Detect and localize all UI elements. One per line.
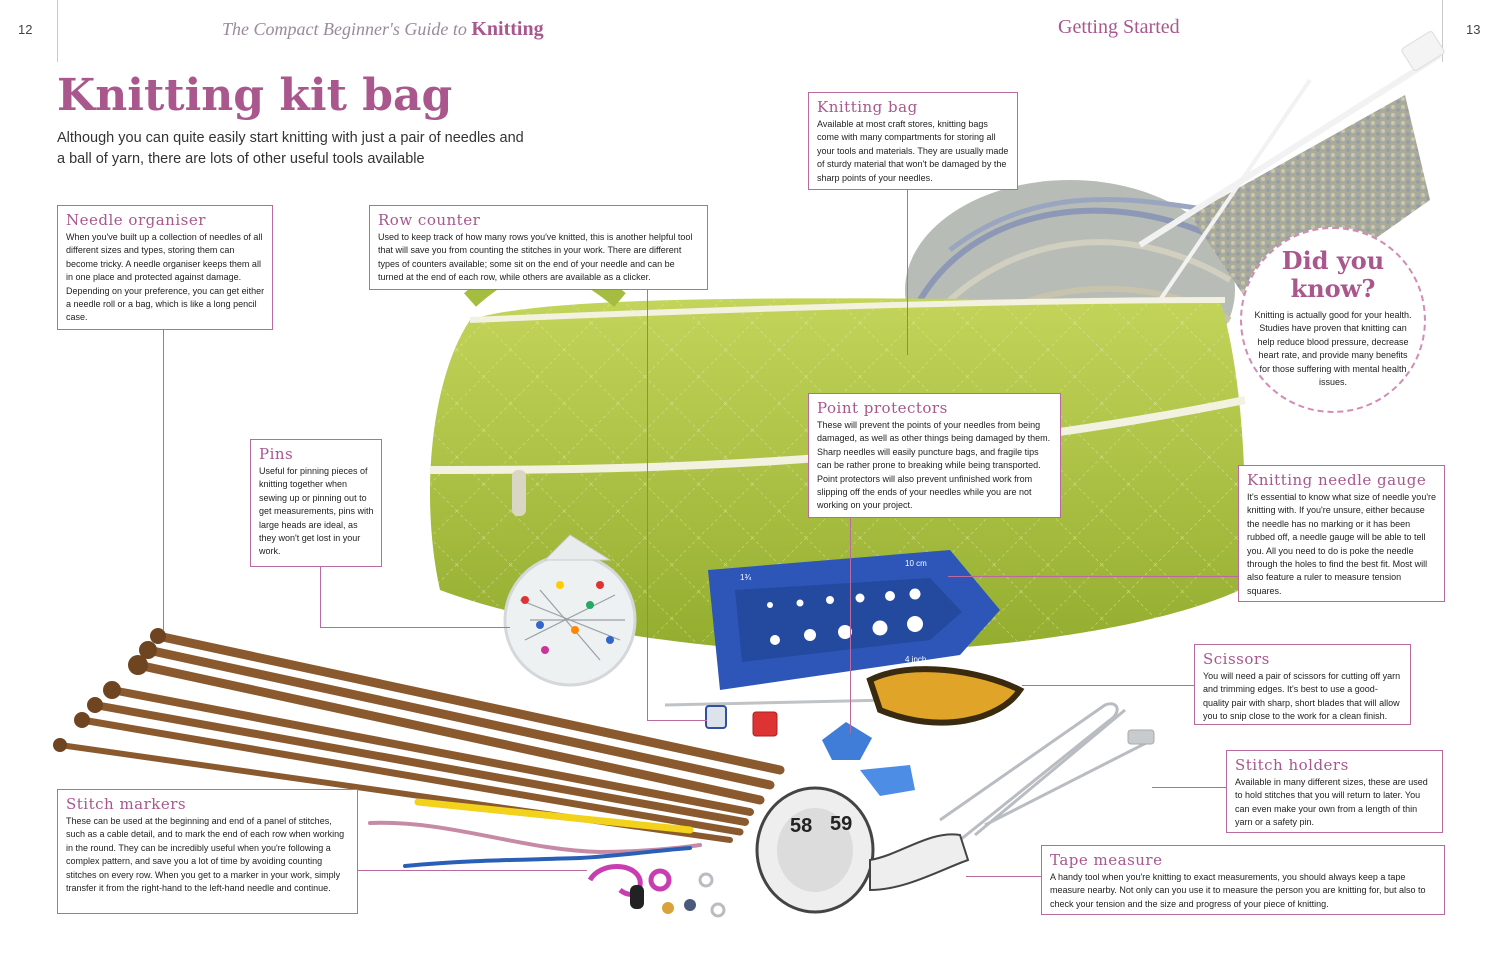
scissors-text: You will need a pair of scissors for cutting off yarn and trimming edges. It's best to use a good-quality pair with sharp, short blades that will allow you to snip close to the work for a clean finish. [1203, 671, 1401, 722]
knitting-bag-title: Knitting bag [817, 98, 918, 116]
connector-needle-organiser [163, 330, 164, 630]
gauge-inch-label: 4 inch [905, 655, 927, 664]
row-counters [706, 706, 777, 736]
pins-title: Pins [259, 445, 294, 463]
needle-gauge-text: It's essential to know what size of needle you're knitting with. If you're unsure, either because the needle has no marking or it has been rubbed off, a needle gauge will be able to tell you. All you need to do is poke the needle through the holes to find the best fit. Most will also feature a ruler to measure tension squares. [1247, 492, 1437, 596]
box-knitting-bag [808, 92, 1018, 190]
connector-knitting-bag [907, 190, 908, 355]
connector-row-counter [647, 290, 648, 720]
page-number-left: 12 [18, 22, 33, 37]
stitch-markers [590, 867, 724, 917]
box-needle-organiser [57, 205, 273, 330]
stitch-holders-title: Stitch holders [1235, 756, 1349, 774]
needle-organiser-text: When you've built up a collection of needles of all different sizes and types, storing them can become tricky. A needle organiser keeps them all in one place and protected against damage. Depending on your preference, you can get either a needle roll or a bag, which is like a long pencil case. [66, 232, 265, 323]
box-tape-measure [1041, 845, 1445, 915]
connector-stitch-markers [357, 870, 587, 871]
gauge-cm-label: 10 cm [905, 559, 927, 568]
scissors-title: Scissors [1203, 650, 1270, 668]
page-number-right: 13 [1466, 22, 1481, 37]
connector-point-protectors [850, 518, 851, 733]
box-row-counter [369, 205, 708, 290]
box-stitch-markers [57, 789, 358, 914]
connector-tape-measure [966, 876, 1041, 877]
page-title: Knitting kit bag [57, 70, 453, 121]
tape-measure-text: A handy tool when you're knitting to exact measurements, you should always keep a tape measure nearby. Not only can you use it to measure the person you are knitting for, but also to check your tension and the size and progress of your piece of knitting. [1050, 872, 1426, 909]
stitch-markers-title: Stitch markers [66, 795, 187, 813]
connector-needle-gauge [948, 576, 1238, 577]
running-header-book: Knitting [471, 18, 544, 40]
stitch-holders [940, 704, 1154, 840]
knitting-bag-text: Available at most craft stores, knitting bags come with many compartments for storing all your tools and materials. They are usually made of sturdy material that won't be damaged by the sharp points of your needles. [817, 119, 1009, 183]
box-scissors [1194, 644, 1411, 725]
did-you-know-text: Knitting is actually good for your health. Studies have proven that knitting can help reduce blood pressure, decrease heart rate, and provide many benefits for those suffering with mental health issues. [1254, 310, 1412, 388]
row-counter-title: Row counter [378, 211, 481, 229]
connector-stitch-holders [1152, 787, 1227, 788]
row-counter-text: Used to keep track of how many rows you've knitted, this is another helpful tool that will save you from counting the stitches in your work. There are different types of counters available; some sit on the end of your needle and can be turned at the end of each row, while others are available as a clicker. [378, 232, 693, 283]
stitch-markers-text: These can be used at the beginning and end of a panel of stitches, such as a cable detail, and to mark the end of each row when working in the round. They can be incredibly useful when you're following a complex pattern, and save you a lot of time by avoiding counting stitches on every row. When you get to a marker in your work, simply transfer it from the right-hand to the left-hand needle and continue. [66, 816, 345, 894]
point-protectors [822, 722, 915, 796]
tape-number-59: 59 [830, 813, 853, 835]
did-you-know-circle [1240, 227, 1426, 413]
intro-text: Although you can quite easily start knitting with just a pair of needles and a ball of yarn, there are lots of other useful tools available [57, 130, 524, 167]
box-stitch-holders [1226, 750, 1443, 833]
connector-row-counter-h [647, 720, 707, 721]
needle-organiser-title: Needle organiser [66, 211, 206, 229]
gauge-scale-label: 1¾ [740, 573, 752, 582]
crochet-and-cable-needles [370, 802, 700, 866]
box-point-protectors [808, 393, 1061, 518]
connector-pins [320, 567, 321, 627]
box-pins [250, 439, 382, 567]
did-you-know-title: Did you know? [1281, 246, 1385, 303]
tape-measure-title: Tape measure [1050, 851, 1163, 869]
stitch-holders-text: Available in many different sizes, these are used to hold stitches that you will return to later. You can even make your own from a length of thin yarn or a safety pin. [1235, 777, 1428, 828]
pins-text: Useful for pinning pieces of knitting together when sewing up or pinning out to get measurements, pins with large heads are ideal, as they won't get lost in your work. [259, 466, 374, 557]
tape-measure [757, 788, 968, 912]
box-needle-gauge [1238, 465, 1445, 602]
point-protectors-text: These will prevent the points of your needles from being damaged, as well as other things being damaged by them. Sharp needles will easily puncture bags, and fragile tips can be rather prone to breaking while being transported. Point protectors will also prevent unfinished work from slipping off the ends of your needles while you are not working on your project. [817, 420, 1051, 511]
point-protectors-title: Point protectors [817, 399, 948, 417]
tape-number-58: 58 [790, 815, 813, 837]
running-header-prefix: The Compact Beginner's Guide to [222, 19, 467, 39]
section-title: Getting Started [1058, 16, 1180, 38]
connector-scissors [1022, 685, 1194, 686]
connector-pins-h [320, 627, 510, 628]
needle-gauge-title: Knitting needle gauge [1247, 471, 1427, 489]
